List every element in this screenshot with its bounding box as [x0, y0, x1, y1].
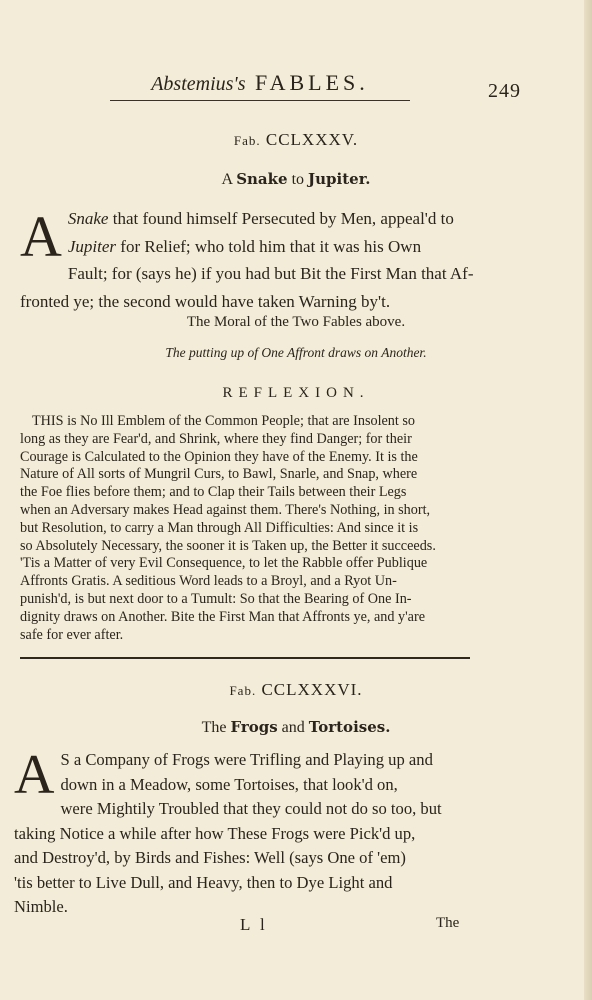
reflexion-line: dignity draws on Another. Bite the First Man that Affronts ye, and y'are: [20, 608, 425, 625]
section-divider: [20, 657, 470, 659]
fable-2-line: S a Company of Frogs were Trifling and Playing up and: [60, 750, 433, 769]
reflexion-line: Courage is Calculated to the Opinion they have of the Enemy. It is the: [20, 448, 418, 465]
signature-mark: L l: [240, 915, 268, 934]
fable-1-line: Fault; for (says he) if you had but Bit the First Man that Af-: [67, 264, 474, 283]
fable-1-prefix: Fab.: [233, 133, 261, 148]
fable-1-line-text: for Relief; who told him that it was his Own: [120, 236, 422, 256]
fable-1-title-jupiter: Jupiter.: [308, 170, 371, 188]
running-head: [110, 70, 410, 100]
fable-1-title-a: A: [221, 171, 233, 188]
show-through-bleed: [470, 640, 592, 900]
fable-2-title-tortoises: Tortoises.: [308, 718, 391, 736]
reflexion-line: 'Tis a Matter of very Evil Consequence, to let the Rabble offer Publique: [20, 555, 428, 572]
fable-1-text: [20, 205, 475, 315]
reflexion-line: punish'd, is but next door to a Tumult: So that the Bearing of One In-: [20, 590, 412, 607]
reflexion-text: [20, 413, 466, 644]
reflexion-line: the Foe flies before them; and to Clap their Tails between their Legs: [20, 484, 407, 501]
fable-1-line: [20, 205, 475, 233]
fable-1-line: fronted ye; the second would have taken Warning by't.: [20, 291, 391, 311]
drop-cap: A: [14, 744, 55, 806]
catchword: The: [436, 915, 460, 931]
fable-2-line: 'tis better to Live Dull, and Heavy, then to Dye Light and: [14, 872, 393, 892]
fable-1-title: [0, 170, 592, 189]
reflexion-line: long as they are Fear'd, and Shrink, where they find Danger; for their: [20, 430, 412, 447]
fable-1-line: [20, 233, 475, 261]
fable-2-line: and Destroy'd, by Birds and Fishes: Well (says One of 'em): [14, 848, 406, 867]
fable-2-title-the: The: [201, 719, 227, 736]
page-edge: [584, 0, 592, 1000]
reflexion-line: but Resolution, to carry a Man through All Difficulties: And since it is: [20, 519, 419, 536]
fable-1-italic: Snake: [67, 209, 109, 228]
fable-2-title-and: and: [281, 719, 305, 736]
fable-1-number: [0, 130, 592, 150]
running-head-title: FABLES.: [255, 70, 369, 95]
fable-1-line-text: that found himself Persecuted by Men, appeal'd to: [112, 209, 454, 228]
running-head-author: Abstemius's: [151, 73, 246, 95]
moral-title: The Moral of the Two Fables above.: [186, 314, 406, 330]
page-number: 249: [488, 80, 521, 102]
fable-2-numeral: CCLXXXVI.: [261, 680, 363, 699]
fable-1-title-to: to: [291, 171, 305, 188]
drop-cap: A: [20, 204, 62, 269]
reflexion-line: THIS is No Ill Emblem of the Common People; that are Insolent so: [32, 413, 416, 429]
fable-1-numeral: CCLXXXV.: [265, 130, 359, 149]
fable-2-line: were Mightily Troubled that they could not do so too, but: [60, 799, 442, 818]
fable-2-line: taking Notice a while after how These Frogs were Pick'd up,: [14, 823, 416, 843]
header-rule: [110, 100, 410, 101]
reflexion-line: so Absolutely Necessary, the sooner it is Taken up, the Better it succeeds.: [20, 537, 436, 554]
fable-2-line: down in a Meadow, some Tortoises, that look'd on,: [60, 774, 398, 794]
reflexion-title: REFLEXION.: [222, 385, 370, 401]
fable-2-number: [0, 680, 592, 700]
fable-2-prefix: Fab.: [229, 683, 257, 698]
fable-1-italic: Jupiter: [67, 236, 117, 256]
reflexion-line: when an Adversary makes Head against them. There's Nothing, in short,: [20, 501, 431, 518]
fable-2-title-frogs: Frogs: [230, 718, 278, 736]
reflexion-line: Nature of All sorts of Mungril Curs, to Bawl, Snarle, and Snap, where: [20, 466, 418, 483]
moral-text: The putting up of One Affront draws on Another.: [165, 345, 427, 360]
fable-1-title-snake: Snake: [236, 170, 288, 188]
reflexion-line: Affronts Gratis. A seditious Word leads to a Broyl, and a Ryot Un-: [20, 573, 397, 590]
fable-2-text: [14, 744, 476, 920]
fable-2-line: Nimble.: [14, 897, 68, 916]
reflexion-line: safe for ever after.: [20, 626, 124, 643]
fable-2-title: [0, 718, 592, 737]
